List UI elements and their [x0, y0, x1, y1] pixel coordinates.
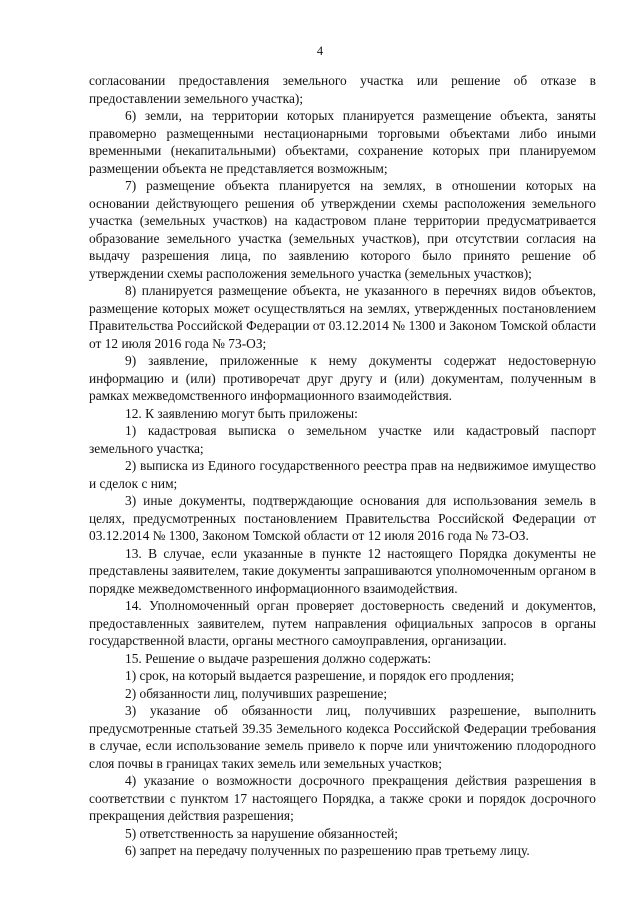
paragraph-section-12-item-3: 3) иные документы, подтверждающие основания для использования земель в целях, предусмотренных постановлением Правительства Российской Федерации от 03.12.2014 № 1300, Законом Томской области от 12 июля 2016 года № 73-ОЗ. — [89, 493, 596, 543]
paragraph-section-15-item-3: 3) указание об обязанности лиц, получивших разрешение, выполнить предусмотренные статьей 39.35 Земельного кодекса Российской Федерации требования в случае, если использование земель привело к порче или уничтожению плодородного слоя почвы в границах таких земель или земельных участков; — [89, 703, 596, 771]
paragraph-section-12: 12. К заявлению могут быть приложены: — [125, 405, 358, 421]
paragraph-section-15: 15. Решение о выдаче разрешения должно содержать: — [125, 650, 432, 666]
paragraph-section-15-item-6: 6) запрет на передачу полученных по разрешению прав третьему лицу. — [125, 843, 530, 858]
paragraph-continuation: согласовании предоставления земельного участка или решение об отказе в предоставлении земельного участка); — [89, 73, 596, 106]
document-body — [89, 72, 596, 860]
paragraph-section-15-item-2: 2) обязанности лиц, получивших разрешение; — [125, 685, 388, 701]
paragraph-section-14: 14. Уполномоченный орган проверяет достоверность сведений и документов, предоставленных заявителем, путем направления официальных запросов в органы государственной власти, органы местного самоуправления, организации. — [89, 598, 596, 648]
paragraph-section-13: 13. В случае, если указанные в пункте 12 настоящего Порядка документы не представлены заявителем, такие документы запрашиваются уполномоченным органом в порядке межведомственного информационного взаимодействия. — [89, 545, 596, 596]
paragraph-item-9: 9) заявление, приложенные к нему документы содержат недостоверную информацию и (или) противоречат друг другу и (или) документам, полученным в рамках межведомственного информационного взаимодействия. — [89, 353, 596, 403]
page-number: 4 — [316, 44, 324, 58]
paragraph-section-12-item-2: 2) выписка из Единого государственного реестра прав на недвижимое имущество и сделок с ним; — [89, 458, 596, 491]
paragraph-item-7: 7) размещение объекта планируется на землях, в отношении которых на основании действующего решения об утверждении схемы расположения земельного участка (земельных участков) на кадастровом плане территории предусматривается образование земельного участка (земельных участков), при отсутствии согласия на выдачу разрешения лица, по заявлению которого было принято решение об утверждении схемы расположения земельного участка (земельных участков); — [89, 178, 596, 281]
paragraph-section-15-item-4: 4) указание о возможности досрочного прекращения действия разрешения в соответствии с пунктом 17 настоящего Порядка, а также сроки и порядок досрочного прекращения действия разрешения; — [89, 773, 596, 823]
paragraph-section-12-item-1: 1) кадастровая выписка о земельном участке или кадастровый паспорт земельного участка; — [89, 423, 596, 456]
paragraph-section-15-item-5: 5) ответственность за нарушение обязанностей; — [125, 825, 399, 841]
paragraph-section-15-item-1: 1) срок, на который выдается разрешение, и порядок его продления; — [125, 668, 515, 683]
paragraph-item-6: 6) земли, на территории которых планируется размещение объекта, заняты правомерно размещенными нестационарными торговыми объектами либо иными временными (некапитальными) объектами, сохранение которых при планируемом размещении объекта не представляется возможным; — [89, 108, 596, 176]
paragraph-item-8: 8) планируется размещение объекта, не указанного в перечнях видов объектов, размещение которых может осуществляться на землях, утвержденных постановлением Правительства Российской Федерации от 03.12.2014 № 1300 и Законом Томской области от 12 июля 2016 года № 73-ОЗ; — [89, 283, 596, 351]
